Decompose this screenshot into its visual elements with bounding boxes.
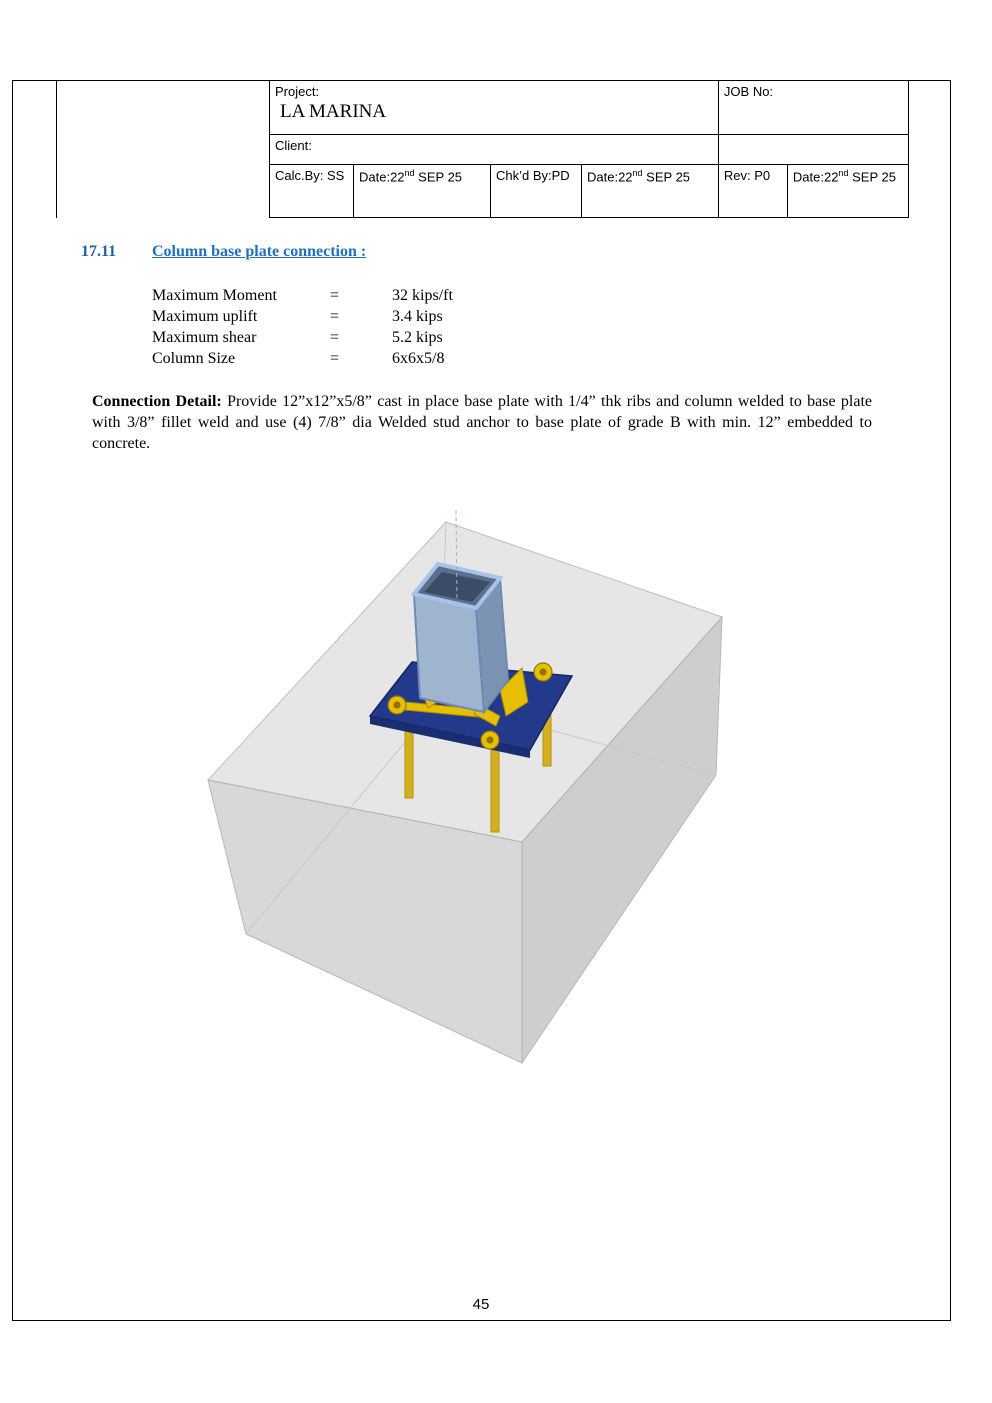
section-number: 17.11 <box>81 243 117 260</box>
rev-cell: Rev: P0 <box>718 165 787 218</box>
calc-by-cell: Calc.By: SS <box>270 165 354 218</box>
connection-detail <box>92 391 872 454</box>
param-row: Maximum uplift = 3.4 kips <box>152 308 443 325</box>
calc-date-cell: Date:22nd SEP 25 <box>354 165 491 218</box>
project-cell <box>270 81 719 135</box>
project-label: Project: <box>275 84 320 99</box>
job-label: JOB No: <box>723 84 774 99</box>
connection-detail-text: Provide 12”x12”x5/8” cast in place base plate with 1/4” thk ribs and column welded to base plate with 3/8” fillet weld and use (4) 7/8” dia Welded stud anchor to base plate of grade B with min. 12” embedded to concrete. <box>92 393 872 452</box>
chkd-by-cell: Chk’d By:PD <box>491 165 582 218</box>
rev-date-cell: Date:22nd SEP 25 <box>787 165 908 218</box>
chkd-date-cell: Date:22nd SEP 25 <box>582 165 719 218</box>
logo-area-divider <box>56 80 57 218</box>
client-blank-cell <box>718 135 908 165</box>
client-cell <box>270 135 719 165</box>
client-label: Client: <box>275 138 312 153</box>
connection-detail-label: Connection Detail: <box>92 393 222 410</box>
parameter-list <box>152 285 453 369</box>
job-cell <box>718 81 908 135</box>
page-number: 45 <box>472 1296 490 1313</box>
param-row: Maximum Moment = 32 kips/ft <box>152 287 453 304</box>
project-name: LA MARINA <box>280 101 387 122</box>
param-row: Column Size = 6x6x5/8 <box>152 350 445 367</box>
param-row: Maximum shear = 5.2 kips <box>152 329 443 346</box>
base-plate-3d-figure <box>200 500 740 1080</box>
title-block <box>269 80 909 218</box>
section-title: Column base plate connection : <box>152 243 367 260</box>
